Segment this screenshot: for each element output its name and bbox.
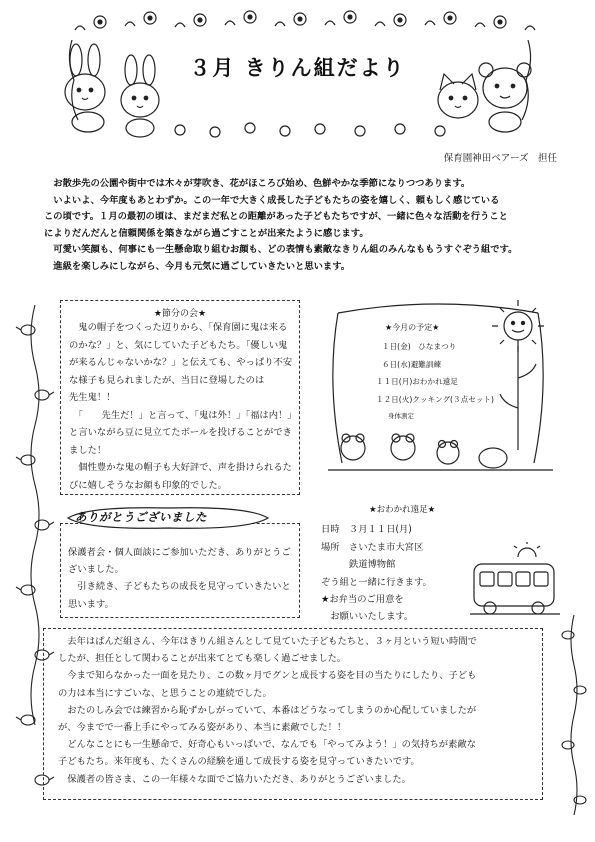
intro-line: 進級を楽しみにしながら、今月も元気に過ごしていきたいと思います。 <box>44 260 351 272</box>
closing-line: おたのしみ会では練習から恥ずかしがっていて、本番はどうなってしまうのか心配していましたが <box>58 704 477 716</box>
excursion-line: 場所 さいたま市大宮区 <box>321 541 424 553</box>
closing-line: 子どもたち。来年度も、たくさんの経験を通して成長する姿を見守っていきたいです。 <box>58 756 420 768</box>
excursion-title: ★おわかれ遠足★ <box>369 505 436 515</box>
animal-group-icon <box>341 434 507 468</box>
setsubun-body <box>61 319 299 494</box>
arigato-body <box>68 544 294 613</box>
schedule-item: 身体測定 <box>388 412 414 421</box>
author-line: 保育園神田ベアーズ 担任 <box>443 153 557 164</box>
closing-body <box>58 633 538 788</box>
excursion-line: 日時 ３月１１日(月) <box>321 524 412 536</box>
bird-icon <box>16 455 35 465</box>
bird-icon <box>16 325 35 335</box>
schedule-item: ６日(水)避難訓練 <box>382 359 442 369</box>
bird-icon <box>35 390 54 400</box>
flower-garland-icon <box>75 11 535 30</box>
excursion-line: 鉄道博物館 <box>321 559 396 571</box>
closing-line: が、今までで一番上手にやってみる姿があり、本当に素敵でした！！ <box>58 722 347 734</box>
intro-line: 可愛い笑顔も、何事にも一生懸命取り組むお顔も、どの表情も素敵なきりん組のみんなももうすぐぞう組です。 <box>44 244 518 256</box>
schedule-item: １２日(火)クッキング(３点セット) <box>376 394 494 404</box>
intro-section <box>44 176 559 276</box>
bird-icon <box>35 520 54 530</box>
bird-icon <box>16 715 35 725</box>
arigato-banner: ありがとうございました <box>75 510 207 524</box>
schedule-title: ★今月の予定★ <box>385 323 440 332</box>
page-title: ３月 きりん組だより <box>189 56 406 80</box>
bird-icon <box>574 686 586 694</box>
setsubun-title: ★節分の会★ <box>153 309 207 319</box>
excursion-line: ★お弁当のご用意を <box>321 594 404 606</box>
excursion-line: お願いいたします。 <box>321 611 414 623</box>
closing-line: 去年はぱんだ組さん、今年はきりん組さんとして見ていた子どもたちと、３ヶ月という短い時間で <box>58 636 477 647</box>
closing-line: どんなことにも一生懸命で、好奇心もいっぱいで、なんでも「やってみよう！」の気持ちが素敵な <box>58 739 476 751</box>
train-illustration <box>470 542 560 617</box>
schedule-list <box>376 338 494 426</box>
schedule-item: １１日(月)おわかれ遠足 <box>376 377 458 387</box>
intro-line: によりだんだんと信頼関係を築きながら過ごすことが出来たように感じます。 <box>44 227 369 239</box>
bird-icon <box>574 796 586 804</box>
closing-line: 保護者の皆さま、この一年様々な面でご協力いただき、ありがとうございました。 <box>58 773 411 785</box>
closing-line: の力は本当にすごいな、と思うことの連続でした。 <box>58 687 272 699</box>
arigato-paragraph: 保護者会・個人面談にご参加いただき、ありがとうございました。 <box>68 547 291 576</box>
bird-icon <box>562 631 574 639</box>
intro-line: いよいよ、今年度もあとわずか。この一年で大きく成長した子どもたちの姿を嬉しく、頼もしく感じている <box>44 194 500 206</box>
bird-icon <box>562 741 574 749</box>
setsubun-paragraph: 鬼の帽子をつくった辺りから、「保育園に鬼は来るのかな？」と、気にしていた子どもたち。「優しい鬼が来るんじゃないかな？」と伝えても、やっぱり不安な様子も見られましたが、当日に登場したのは 先生鬼！！ <box>69 322 293 403</box>
excursion-section <box>321 502 491 626</box>
closing-line: 今まで知らなかった一面を見たり、この数ヶ月でグンと成長する姿を目の当たりにしたり、子ども <box>58 670 477 682</box>
excursion-line: ぞう組と一緒に行きます。 <box>321 576 432 588</box>
setsubun-box <box>60 300 300 495</box>
schedule-item: １日(金) ひなまつり <box>382 342 457 351</box>
closing-line: したが、担任として関わることが出来てとても楽しく過ごせました。 <box>58 653 347 665</box>
setsubun-paragraph: 個性豊かな鬼の帽子も大好評で、声を掛けられるたびに嬉しそうなお顔も印象的でした。 <box>69 462 292 491</box>
intro-line: お散歩先の公園や街中では木々が芽吹き、花がほころび始め、色鮮やかな季節になりつつあります。 <box>44 178 471 189</box>
arigato-paragraph: 引き続き、子どもたちの成長を見守っていきたいと思います。 <box>68 581 291 610</box>
sun-small-icon <box>514 542 540 557</box>
intro-line: この頃です。１月の最初の頃は、まだまだ私との距離があった子どもたちですが、一緒に色々な活動を行うこと <box>44 211 508 223</box>
setsubun-paragraph: 「 先生だ！」と言って、「鬼は外！」「福は内！」と言いながら豆に見立てたボールを投げることができました！ <box>69 409 292 456</box>
right-margin-decoration <box>556 610 592 830</box>
